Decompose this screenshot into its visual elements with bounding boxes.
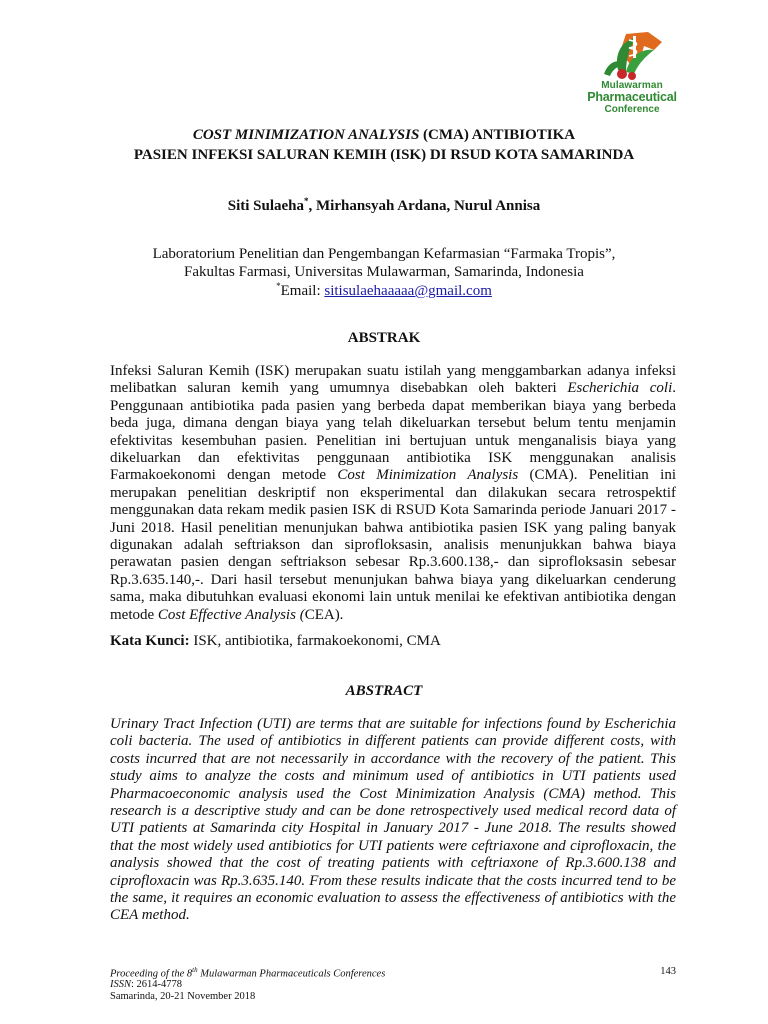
abstrak-text-2: . Penggunaan antibiotika pada pasien yang berbeda dapat memberikan biaya yang berbeda beda juga, dimana dengan biaya yang telah dikeluarkan tersebut belum tentu menjamin efektivitas kesembuhan pasien. Penelitian ini bertujuan untuk menganalisis biaya yang dikeluarkan dan efektivitas penggunaan antibiotika ISK menggunakan analisis Farmakoekonomi dengan metode [110,380,676,484]
footer-proceeding-sup: th [192,966,198,974]
footer-place-date: Samarinda, 20-21 November 2018 [110,991,256,1002]
abstrak-text-1: Infeksi Saluran Kemih (ISK) merupakan suatu istilah yang menggambarkan adanya infeksi melibatkan saluran kemih yang umumnya disebabkan oleh bakteri [110,363,676,397]
email-link[interactable]: sitisulaehaaaaa@gmail.com [324,283,492,299]
author-list [60,196,708,215]
abstrak-body [110,363,676,624]
email-mark: * [276,281,281,291]
abstract-body: Urinary Tract Infection (UTI) are terms that are suitable for infections found by Escherichia coli bacteria. The used of antibiotics in different patients can provide different costs, with costs incurred that are not necessarily in accordance with the recovery of the patient. This study aims to analyze the costs and minimum used of antibiotics in UTI patients used Pharmacoeconomic analysis used the Cost Minimization Analysis (CMA) method. This research is a descriptive study and can be done retrospectively used medical record data of UTI patients at Samarinda city Hospital in January 2017 - June 2018. The results showed that the most widely used antibiotics for UTI patients were ceftriaxone and ciprofloxacin, the analysis showed that the cost of treating patients with ceftriaxone of Rp.3.600.138 and ciprofloxacin was Rp.3.635.140. From these results indicate that the costs incurred tend to be the same, it requires an economic evaluation to assess the effectiveness of antibiotics with the CEA method. [110,716,676,924]
keywords-label: Kata Kunci: [110,633,190,649]
abstrak-italic-2: Cost Minimization Analysis [337,467,519,484]
abstrak-heading: ABSTRAK [347,330,421,346]
logo-line-2: Pharmaceutical [587,90,677,104]
footer-proceeding-b: Mulawarman Pharmaceuticals Conferences [197,968,386,980]
abstrak-italic-1: Escherichia coli [567,380,673,397]
paper-title-line-2: PASIEN INFEKSI SALURAN KEMIH (ISK) DI RSUD KOTA SAMARINDA [133,147,635,163]
footer-proceeding [110,966,385,980]
conference-logo-icon [596,30,668,82]
abstrak-text-3: (CMA). Penelitian ini merupakan penelitian deskriptif non eksperimental dan dilakukan secara retrospektif menggunakan data rekam medik pasien ISK di RSUD Kota Samarinda periode Januari 2017 - Juni 2018. Hasil penelitian menunjukan bahwa antibiotika pasien ISK yang paling banyak digunakan adalah seftriakson dan siprofloksasin, analisis menunjukkan bahwa biaya perawatan pasien dengan seftriakson sebesar Rp.3.600.138,- dan siprofloksasin sebesar Rp.3.635.140,-. Dari hasil tersebut menunjukan bahwa biaya yang dikeluarkan cenderung sama, maka dibutuhkan evaluasi ekonomi lain untuk menilai ke efektivan antibiotika dengan metode [110,467,676,623]
page-number: 143 [660,966,676,977]
co-authors: , Mirhansyah Ardana, Nurul Annisa [308,198,541,214]
first-author: Siti Sulaeha [227,198,305,214]
keywords-text: ISK, antibiotika, farmakoekonomi, CMA [189,633,441,649]
footer-issn-value: : 2614-4778 [131,979,183,990]
affiliation-line-2: Fakultas Farmasi, Universitas Mulawarman, Samarinda, Indonesia [184,264,584,280]
title-italic-part: COST MINIMIZATION ANALYSIS [192,127,420,143]
abstrak-text-4: CEA). [304,606,344,623]
footer-proceeding-a: Proceeding of the 8 [110,968,193,980]
conference-logo [580,30,684,116]
abstract-heading: ABSTRACT [345,683,423,699]
affiliation-line-1: Laboratorium Penelitian dan Pengembangan Kefarmasian “Farmaka Tropis”, [152,246,616,262]
footer-issn [110,979,182,990]
abstrak-italic-3: Cost Effective Analysis ( [157,606,305,623]
keywords [110,633,441,650]
email-label: Email: [280,283,325,299]
logo-line-3: Conference [604,104,660,115]
corresponding-mark: * [304,196,309,206]
footer-issn-label: ISSN [110,979,131,990]
paper-title-line-1 [60,127,708,144]
title-rest-part: (CMA) ANTIBIOTIKA [419,127,576,143]
logo-line-1: Mulawarman [601,80,663,91]
email-line [60,281,708,300]
